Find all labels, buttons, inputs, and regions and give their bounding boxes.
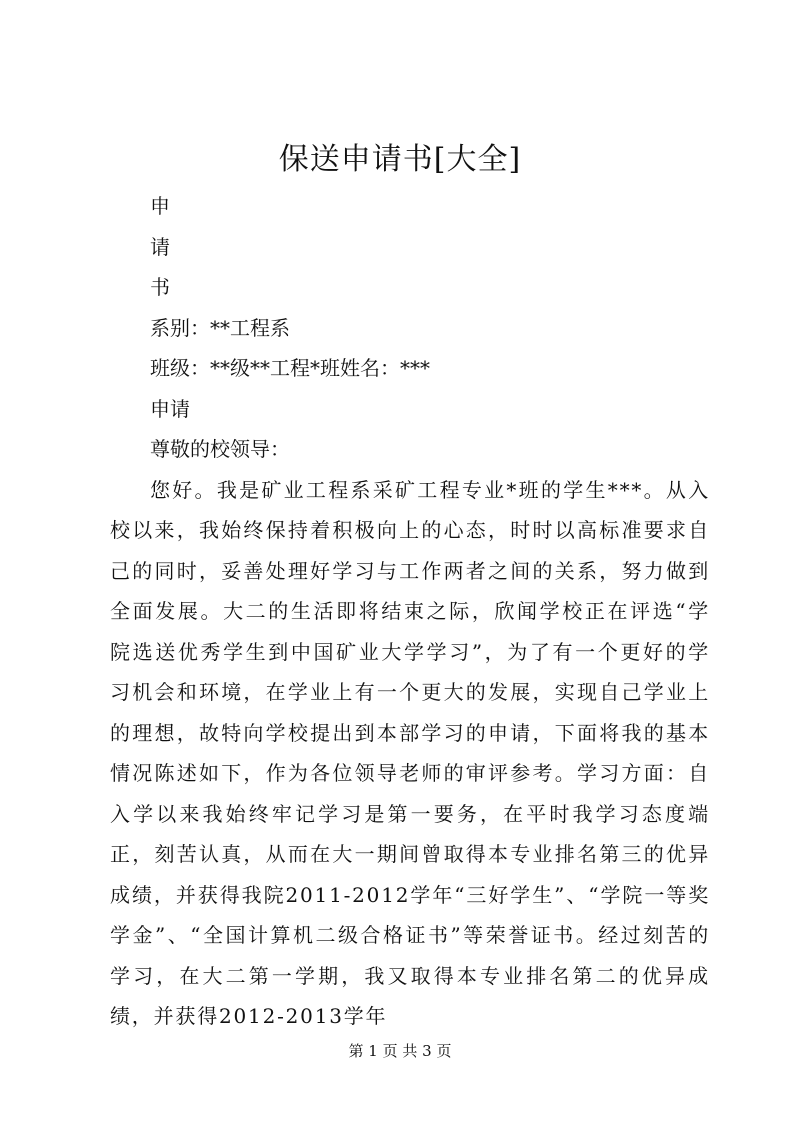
- body-paragraph: 您好。我是矿业工程系采矿工程专业*班的学生***。从入校以来，我始终保持着积极向上的心态，时时以高标准要求自己的同时，妥善处理好学习与工作两者之间的关系，努力做到全面发展。大二的生活即将结束之际，欣闻学校正在评选“学院选送优秀学生到中国矿业大学学习”，为了有一个更好的学习机会和环境，在学业上有一个更大的发展，实现自己学业上的理想，故特向学校提出到本部学习的申请，下面将我的基本情况陈述如下，作为各位领导老师的审评参考。学习方面：自入学以来我始终牢记学习是第一要务，在平时我学习态度端正，刻苦认真，从而在大一期间曾取得本专业排名第三的优异成绩，并获得我院2011-2012学年“三好学生”、“学院一等奖学金”、“全国计算机二级合格证书”等荣誉证书。经过刻苦的学习，在大二第一学期，我又取得本专业排名第二的优异成绩，并获得2012-2013学年: [110, 477, 710, 1028]
- document-body: [110, 186, 710, 1037]
- class-name-line: 班级：**级**工程*班姓名：***: [150, 356, 430, 380]
- document-title: 保送申请书[大全]: [278, 142, 522, 177]
- salutation: 尊敬的校领导：: [150, 437, 290, 461]
- header-line-qing: 请: [150, 234, 170, 259]
- header-line-shen: 申: [150, 194, 170, 218]
- application-heading: 申请: [150, 396, 190, 421]
- department-line: 系别：**工程系: [150, 315, 290, 340]
- page-footer: 第 1 页 共 3 页: [348, 1042, 452, 1060]
- header-line-shu: 书: [150, 275, 170, 299]
